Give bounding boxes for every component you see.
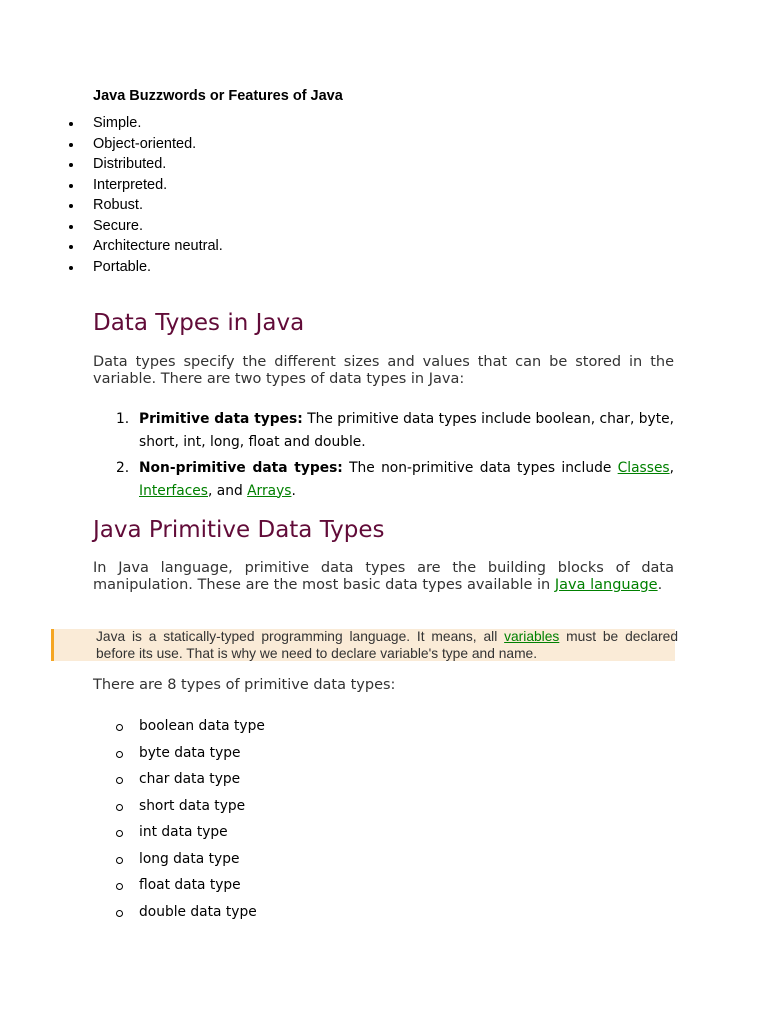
list-number: 1. <box>116 411 130 427</box>
list-item <box>0 846 265 873</box>
separator: , <box>669 460 675 476</box>
note-box <box>51 629 678 661</box>
interfaces-link[interactable]: Interfaces <box>139 482 208 499</box>
classes-link[interactable]: Classes <box>617 460 670 476</box>
list-item-text: int data type <box>139 824 228 840</box>
circle-bullet-icon <box>116 777 123 784</box>
list-item <box>0 113 223 134</box>
primitive-intro <box>93 560 674 594</box>
term-description: The primitive data types include boolean, char, byte, short, int, long, float and double. <box>139 411 674 450</box>
note-text-start: Java is a statically-typed programming language. It means, all <box>96 629 505 644</box>
data-types-list <box>0 408 674 506</box>
list-item-text: double data type <box>139 903 257 920</box>
circle-bullet-icon <box>116 830 123 837</box>
list-item-text: boolean data type <box>139 718 265 734</box>
term-primitive: Primitive data types: <box>139 411 303 427</box>
list-item-text: float data type <box>139 877 241 893</box>
list-item <box>0 872 265 899</box>
note-text <box>96 629 678 662</box>
primitive-types-heading: Java Primitive Data Types <box>93 517 385 543</box>
bullet-icon <box>69 225 73 229</box>
period: . <box>291 482 296 499</box>
circle-bullet-icon <box>116 883 123 890</box>
list-item-text: Object-oriented. <box>93 135 197 152</box>
term-description: The non-primitive data types include <box>342 460 618 476</box>
bullet-icon <box>69 184 73 188</box>
separator: , and <box>207 482 248 499</box>
list-item <box>0 154 223 175</box>
circle-bullet-icon <box>116 804 123 811</box>
list-item <box>0 457 674 502</box>
list-item <box>0 408 674 453</box>
list-item <box>0 134 223 155</box>
list-item-text: Simple. <box>93 115 142 131</box>
circle-bullet-icon <box>116 910 123 917</box>
list-item-text: byte data type <box>139 744 241 761</box>
primitive-types-list <box>0 713 265 925</box>
list-item-text: Secure. <box>93 217 143 234</box>
bullet-icon <box>69 245 73 249</box>
term-non-primitive: Non-primitive data types: <box>139 460 343 476</box>
circle-bullet-icon <box>116 724 123 731</box>
list-item <box>0 740 265 767</box>
buzzwords-title: Java Buzzwords or Features of Java <box>93 88 343 104</box>
list-item-text: Architecture neutral. <box>93 238 223 254</box>
data-types-intro: Data types specify the different sizes and values that can be stored in the variable. There are two types of data types in Java: <box>93 354 674 387</box>
list-item <box>0 195 223 216</box>
period: . <box>657 577 663 593</box>
list-item <box>0 793 265 820</box>
note-text-end: must be declared before its use. That is why we need to declare variable's type and name. <box>96 629 678 661</box>
java-language-link[interactable]: Java language <box>554 577 658 593</box>
list-item <box>0 766 265 793</box>
variables-link[interactable]: variables <box>504 629 560 644</box>
list-item-text: Robust. <box>93 197 143 213</box>
list-item <box>0 216 223 237</box>
list-item <box>0 899 265 926</box>
list-item-text: short data type <box>139 797 246 814</box>
list-item-text: long data type <box>139 850 240 867</box>
list-item <box>0 257 223 278</box>
arrays-link[interactable]: Arrays <box>247 482 292 499</box>
list-item <box>0 819 265 846</box>
list-number: 2. <box>116 460 130 476</box>
bullet-icon <box>69 163 73 167</box>
list-item-text: Portable. <box>93 258 152 275</box>
list-item <box>0 236 223 257</box>
list-item-text: Distributed. <box>93 156 167 172</box>
bullet-icon <box>69 143 73 147</box>
list-item <box>0 713 265 740</box>
bullet-icon <box>69 266 73 270</box>
primitive-count-text: There are 8 types of primitive data types: <box>93 677 396 693</box>
list-item <box>0 175 223 196</box>
bullet-icon <box>69 204 73 208</box>
list-item-text: char data type <box>139 771 241 787</box>
circle-bullet-icon <box>116 857 123 864</box>
bullet-icon <box>69 122 73 126</box>
buzzwords-list <box>0 113 223 277</box>
list-item-text: Interpreted. <box>93 176 168 193</box>
primitive-intro-text: In Java language, primitive data types are the building blocks of data manipulation. These are the most basic data types available in <box>93 560 674 593</box>
data-types-heading: Data Types in Java <box>93 310 305 336</box>
circle-bullet-icon <box>116 751 123 758</box>
